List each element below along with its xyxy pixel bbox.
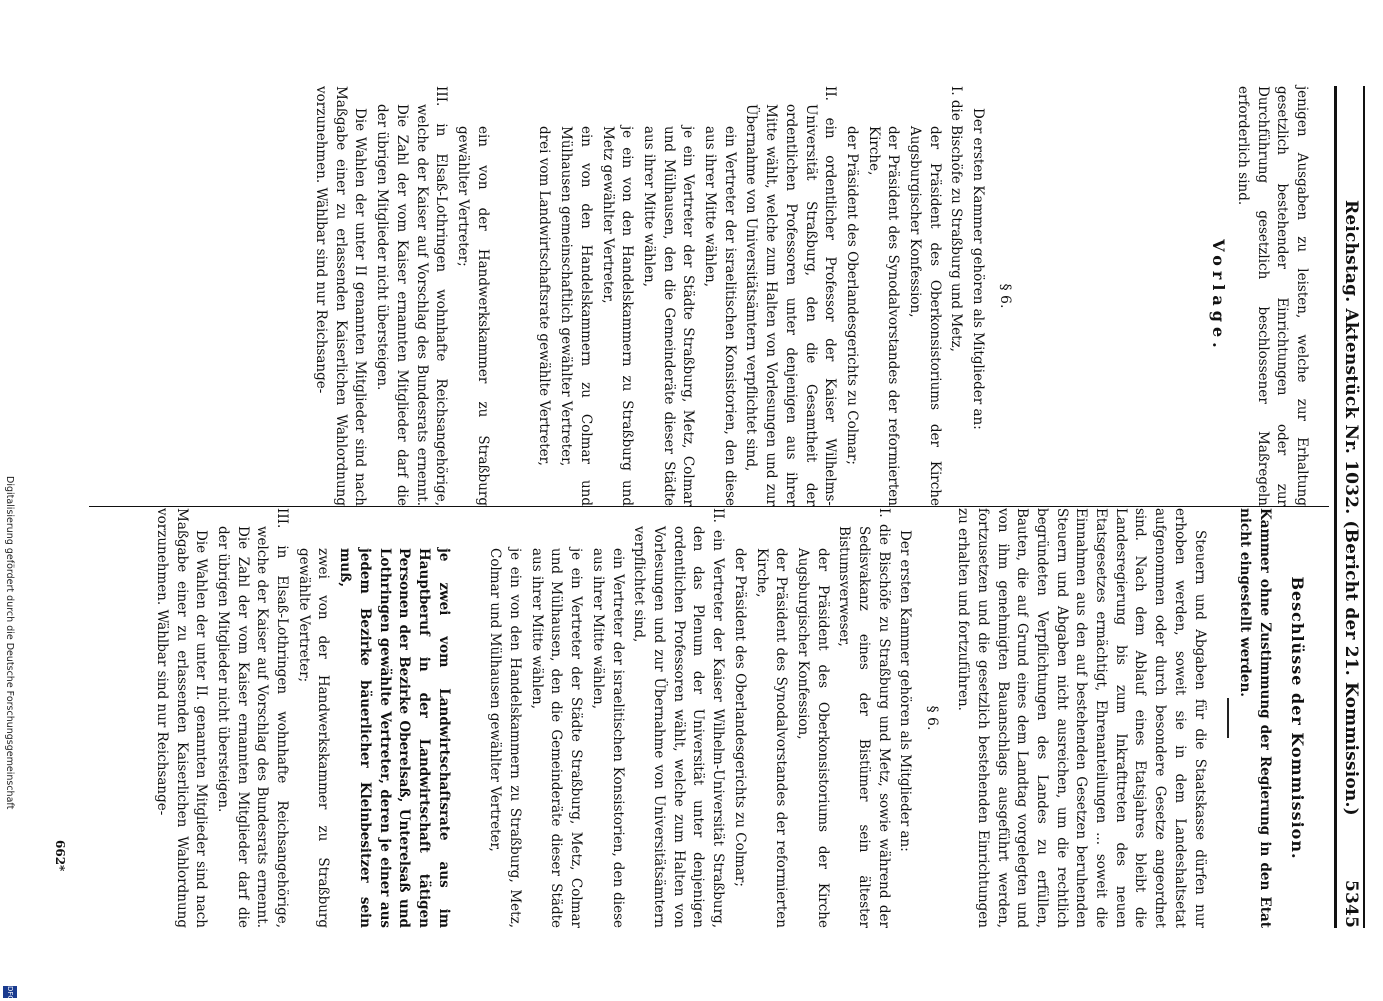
digitization-footer: Digitalisierung gefördert durch die Deutsche Forschungsgemeinschaft — [4, 476, 15, 810]
left-p12: ein von der Handwerkskammer zu Straßburg gewählter Vertreter; — [455, 126, 491, 506]
top-rule — [1363, 86, 1365, 928]
left-p10: ein von den Handelskammern zu Colmar und Mülhausen gemeinschaftlich gewählter Vertreter, — [558, 126, 594, 506]
right-p5: der Präsident des Oberlandesgerichts zu Colmar; — [731, 548, 748, 887]
right-p9: je ein von den Handelskammern zu Straßburg, Metz, Colmar und Mülhausen gewählter Vertreter, — [487, 548, 524, 928]
left-p1: Der ersten Kammer gehören als Mitglieder an: — [970, 108, 987, 430]
left-p6: II. ein ordentlicher Professor der Kaiser Wilhelms-Universität Straßburg, den die Gesamtheit der ordentlichen Professoren unter denjenigen aus ihrer Mitte wählt, welche zum Halten von Vorlesungen und zur Übernahme von Universitätsämtern verpflichtet sind, — [743, 86, 839, 506]
right-p1: Der ersten Kammer gehören als Mitglieder an: — [897, 530, 914, 852]
right-p6: II. ein Vertreter der Kaiser Wilhelm-Universität Straßburg, den das Plenum der Universität unter denjenigen ordentlichen Professoren wählt, welche zum Halten von Vorlesungen und zur Übernahme von Universitätsämtern verpflichtet sind, — [631, 508, 727, 928]
header-rule — [1334, 86, 1337, 928]
left-column-vorlage — [308, 86, 1311, 506]
left-p4: der Präsident des Synodalvorstandes der reformierten Kirche, — [865, 126, 902, 506]
short-rule — [1227, 698, 1229, 738]
right-p4: der Präsident des Synodalvorstandes der reformierten Kirche, — [753, 548, 790, 928]
right-p12: III. in Elsaß-Lothringen wohnhafte Reichsangehörige, welche der Kaiser auf Vorschlag des Bundesrats ernennt. Die Zahl der vom Kaiser ernannten Mitglieder darf die der übrigen Mitglieder nicht übersteigen. — [214, 508, 291, 928]
right-section-mark: § 6. — [924, 705, 941, 731]
left-p14: Die Wahlen der unter II genannten Mitglieder sind nach Maßgabe einer zu erlassenden Kaiserlichen Wahlordnung vorzunehmen. Wählbar sind nur Reichsange- — [313, 86, 369, 506]
left-section-mark: § 6. — [997, 283, 1014, 309]
dfg-logo: DFG — [3, 986, 17, 998]
right-p-steuern: Steuern und Abgaben für die Staatskasse dürfen nur erhoben werden, soweit sie in dem Landeshaltsetat aufgenommen oder durch besondere Gesetze angeordnet sind. Nach dem Ablauf eines Etatsjahres bleibt die Landesregierung bis zum Inkrafttreten des neuen Etatsgesetzes ermächtigt, Ehrenanteilungen ... soweit die Einnahmen aus den auf bestehenden Gesetzen beruhenden Steuern und Abgaben nicht ausreichen, um die rechtlich begründeten Verpflichtungen des Landes zu erfüllen, Bauten, die auf Grund eines dem Landtag vorgelegten und von ihm genehmigten Bauanschlags ausgeführt werden, fortzusetzen und die gesetzlich bestehenden Einrichtungen zu erhalten und fortzuführen. — [955, 508, 1208, 928]
left-intro: jenigen Ausgaben zu leisten, welche zur Erhaltung gesetzlich bestehender Einrichtungen oder zur Durchführung gesetzlich beschlossener Maßregeln erforderlich sind. — [1234, 86, 1310, 506]
right-p10: je zwei vom Landwirtschaftsrate aus im Hauptberuf in der Landwirtschaft tätigen Personen der Bezirke Oberelsaß, Unterelsaß und Lothringen gewählte Vertreter, deren je einer aus jedem Bezirke bäuerlicher Kleinbesitzer sein muß, — [337, 548, 452, 928]
right-p3: der Präsident des Oberkonsistoriums der Kirche Augsburgischer Konfession, — [794, 548, 831, 928]
left-p7: ein Vertreter der israelitischen Konsistorien, den diese aus ihrer Mitte wählen, — [702, 126, 738, 506]
right-p8: je ein Vertreter der Städte Straßburg, Metz, Colmar und Mülhausen, den die Gemeinderäte dieser Städte aus ihrer Mitte wählen, — [528, 548, 585, 928]
page-number-header: 5345 — [1341, 880, 1361, 929]
left-p3: der Präsident des Oberkonsistoriums der Kirche Augsburgischer Konfession, — [907, 126, 943, 506]
right-p13: Die Wahlen der unter II. genannten Mitglieder sind nach Maßgabe einer zu erlassenden Kaiserlichen Wahlordnung vorzunehmen. Wählbar sind nur Reichsange- — [153, 508, 210, 928]
left-p5: der Präsident des Oberlandesgerichts zu Colmar; — [843, 126, 860, 465]
right-column-beschluesse — [149, 508, 1311, 928]
right-p7: ein Vertreter der israelitischen Konsistorien, den diese aus ihrer Mitte wählen, — [589, 548, 626, 928]
right-intro-bold: Kammer ohne Zustimmung der Regierung in den Etat nicht eingestellt werden. — [1237, 508, 1273, 928]
left-p11: drei vom Landwirtschaftsrate gewählte Vertreter, — [536, 126, 553, 466]
right-p11: zwei von der Handwerkskammer zu Straßburg gewählte Vertreter; — [295, 548, 332, 928]
column-divider — [89, 506, 1329, 507]
left-p13: III. in Elsaß-Lothringen wohnhafte Reichsangehörige, welche der Kaiser auf Vorschlag des Bundesrats ernennt. Die Zahl der vom Kaiser ernannten Mitglieder darf die der übrigen Mitglieder nicht übersteigen. — [374, 86, 450, 506]
left-p9: je ein von den Handelskammern zu Straßburg und Metz gewählter Vertreter, — [599, 126, 636, 506]
left-p2: I. die Bischöfe zu Straßburg und Metz, — [948, 86, 965, 352]
running-header: Reichstag. Aktenstück Nr. 1032. (Bericht der 21. Kommission.) — [1341, 200, 1361, 816]
left-heading: Vorlage. — [1209, 239, 1229, 353]
right-heading: Beschlüsse der Kommission. — [1288, 576, 1307, 860]
page-number: 662* — [53, 840, 67, 872]
right-p2: I. die Bischöfe zu Straßburg und Metz, sowie während der Sedisvakanz eines der Bistümer sein ältester Bistumsverweser, — [836, 508, 892, 928]
left-p8: je ein Vertreter der Städte Straßburg, Metz, Colmar und Mülhausen, den die Gemeinderäte dieser Städte aus ihrer Mitte wählen, — [640, 126, 697, 506]
